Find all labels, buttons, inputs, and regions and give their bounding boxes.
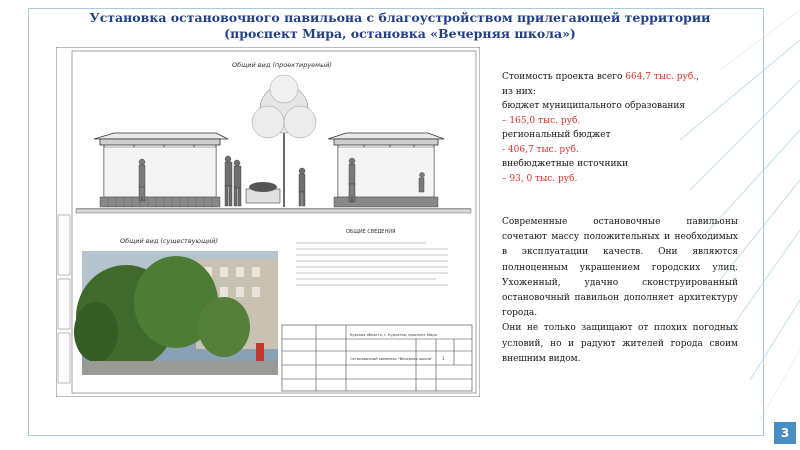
description-block	[502, 215, 738, 367]
project-info	[502, 70, 738, 367]
left-pavilion	[94, 133, 228, 207]
description-paragraph-1: Современные остановочные павильоны сочетают массу положительных и необходимых в эксплуатации качеств. Они являются полноценным украшением городских улиц. Ухоженный, удачно сконструированный остановочный павильон дополняет архитектуру города.	[502, 217, 738, 319]
cost-total-label: Стоимость проекта всего	[502, 72, 626, 82]
cost-regional-label: региональный бюджет	[502, 130, 611, 140]
projected-view-caption: Общий вид (проектируемый)	[232, 61, 332, 69]
cost-total-suffix: ,	[696, 72, 699, 82]
slide-title-line1: Установка остановочного павильона с благоустройством прилегающей территории	[89, 10, 711, 25]
cost-of-which: из них:	[502, 86, 536, 97]
slide-title-line2: (проспект Мира, остановка «Вечерняя школа»)	[224, 26, 576, 41]
cost-block	[502, 70, 738, 186]
page-number-badge: 3	[774, 422, 796, 444]
description-paragraph-2: Они не только защищают от плохих погодных условий, но и радуют жителей города своим внешним видом.	[502, 323, 738, 364]
notes-header: ОБЩИЕ СВЕДЕНИЯ	[346, 229, 396, 235]
stamp-sheet: 1	[442, 356, 445, 361]
right-pavilion	[328, 133, 444, 207]
slide-title	[60, 10, 740, 42]
cost-extrabudget-value: – 93, 0 тыс. руб.	[502, 173, 578, 184]
planter-illustration	[246, 182, 280, 203]
cost-municipal-value: – 165,0 тыс. руб.	[502, 115, 581, 126]
cost-total	[502, 70, 738, 85]
project-drawing	[56, 47, 480, 397]
stamp-title: Курская область, г. Курчатов, проспект Мира	[350, 333, 437, 337]
existing-site-photo	[74, 251, 278, 375]
stamp-object: Остановочный комплекс "Вечерняя школа"	[350, 357, 433, 361]
existing-view-caption: Общий вид (существующий)	[120, 237, 219, 245]
cost-total-value: 664,7 тыс. руб.	[625, 72, 697, 82]
cost-regional-value: - 406,7 тыс. руб.	[502, 144, 579, 155]
cost-municipal-label: бюджет муниципального образования	[502, 101, 686, 111]
cost-extrabudget-label: внебюджетные источники	[502, 159, 629, 169]
